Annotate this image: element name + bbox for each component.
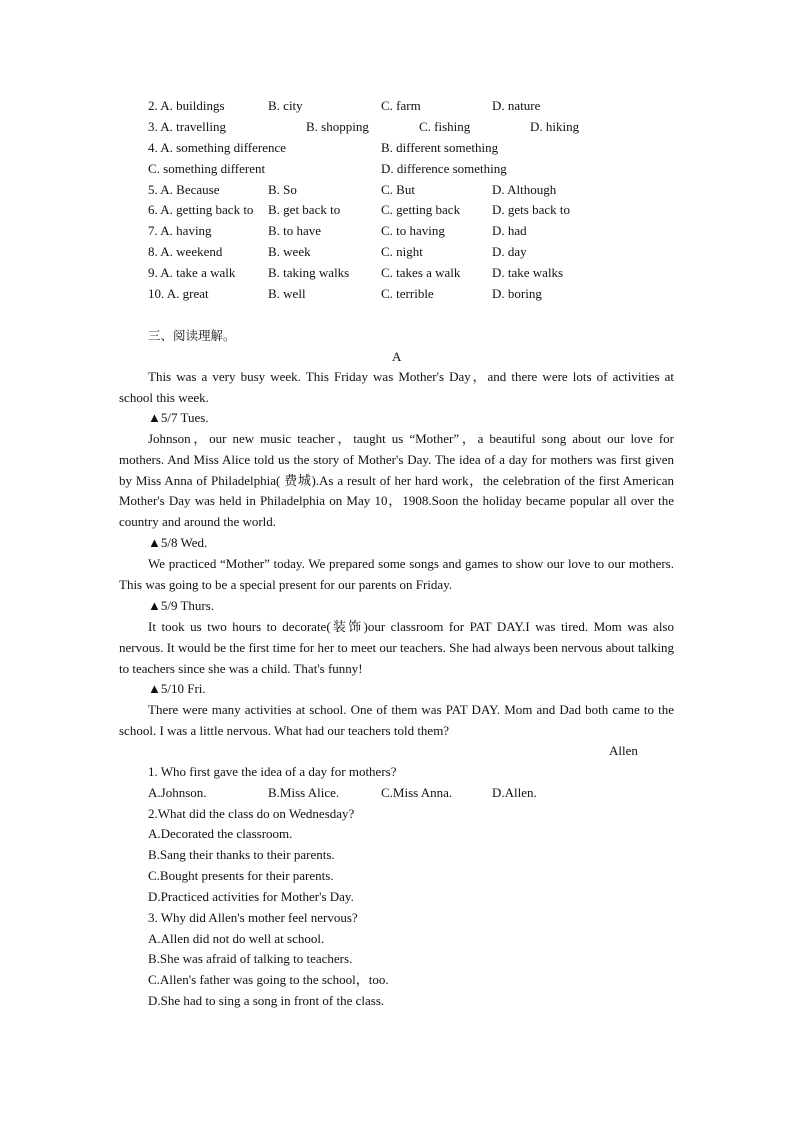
option-9c: C. takes a walk [381,265,461,280]
option-7b: B. to have [268,223,322,238]
option-6d: D. gets back to [492,202,570,217]
passage-intro: This was a very busy week. This Friday was Mother's Day，and there were lots of activities at school this week. [119,369,674,405]
question-1-option-b: B.Miss Alice. [268,785,340,800]
option-10c: C. terrible [381,286,434,301]
option-8b: B. week [268,244,311,259]
option-6b: B. get back to [268,202,341,217]
section-title: 三、阅读理解。 [148,328,236,343]
passage-wed: We practiced “Mother” today. We prepared some songs and games to show our love to our mothers. This was going to be a special present for our parents on Friday. [119,556,674,592]
date-tues: ▲5/7 Tues. [148,410,209,425]
option-4b: B. different something [381,140,499,155]
option-2c: C. farm [381,98,421,113]
option-2d: D. nature [492,98,541,113]
option-2a: 2. A. buildings [148,98,225,113]
question-1-option-a: A.Johnson. [148,785,207,800]
question-2-option-c: C.Bought presents for their parents. [148,868,334,883]
question-1: 1. Who first gave the idea of a day for mothers? [148,764,397,779]
option-9b: B. taking walks [268,265,350,280]
question-2: 2.What did the class do on Wednesday? [148,806,355,821]
date-fri: ▲5/10 Fri. [148,681,206,696]
passage-thurs: It took us two hours to decorate(装饰)our classroom for PAT DAY.I was tired. Mom was also nervous. It would be the first time for her to meet our teachers. She had always been nervous about talking to teachers since she was a child. That's funny! [119,619,674,676]
question-2-option-b: B.Sang their thanks to their parents. [148,847,335,862]
option-7d: D. had [492,223,527,238]
option-6c: C. getting back [381,202,461,217]
option-9d: D. take walks [492,265,564,280]
option-2b: B. city [268,98,303,113]
question-3-option-c: C.Allen's father was going to the school，too. [148,972,389,987]
passage-fri: There were many activities at school. One of them was PAT DAY. Mom and Dad both came to the school. I was a little nervous. What had our teachers told them? [119,702,674,738]
option-10b: B. well [268,286,306,301]
passage-label: A [392,349,402,364]
option-5d: D. Although [492,182,557,197]
option-7a: 7. A. having [148,223,212,238]
question-3-option-b: B.She was afraid of talking to teachers. [148,951,353,966]
question-1-option-d: D.Allen. [492,785,537,800]
option-5c: C. But [381,182,415,197]
option-3c: C. fishing [419,119,471,134]
option-5b: B. So [268,182,297,197]
option-4c: C. something different [148,161,266,176]
option-4a: 4. A. something difference [148,140,287,155]
signature: Allen [609,743,638,758]
option-9a: 9. A. take a walk [148,265,236,280]
option-5a: 5. A. Because [148,182,220,197]
option-10d: D. boring [492,286,542,301]
option-10a: 10. A. great [148,286,209,301]
question-3: 3. Why did Allen's mother feel nervous? [148,910,358,925]
option-3b: B. shopping [306,119,369,134]
passage-tues: Johnson，our new music teacher，taught us “Mother”，a beautiful song about our love for mothers. And Miss Alice told us the story of Mother's Day. The idea of a day for mothers was first given by Miss Anna of Philadelphia( 费城).As a result of her hard work，the celebration of the first American Mother's Day was held in Philadelphia on May 10，1908.Soon the holiday became popular all over the country and around the world. [119,431,674,530]
option-6a: 6. A. getting back to [148,202,254,217]
option-7c: C. to having [381,223,445,238]
option-8a: 8. A. weekend [148,244,223,259]
question-1-option-c: C.Miss Anna. [381,785,453,800]
option-4d: D. difference something [381,161,507,176]
question-2-option-d: D.Practiced activities for Mother's Day. [148,889,354,904]
option-3d: D. hiking [530,119,580,134]
date-thurs: ▲5/9 Thurs. [148,598,215,613]
option-8d: D. day [492,244,527,259]
date-wed: ▲5/8 Wed. [148,535,208,550]
option-3a: 3. A. travelling [148,119,226,134]
question-3-option-d: D.She had to sing a song in front of the class. [148,993,385,1008]
question-2-option-a: A.Decorated the classroom. [148,826,293,841]
question-3-option-a: A.Allen did not do well at school. [148,931,325,946]
option-8c: C. night [381,244,423,259]
